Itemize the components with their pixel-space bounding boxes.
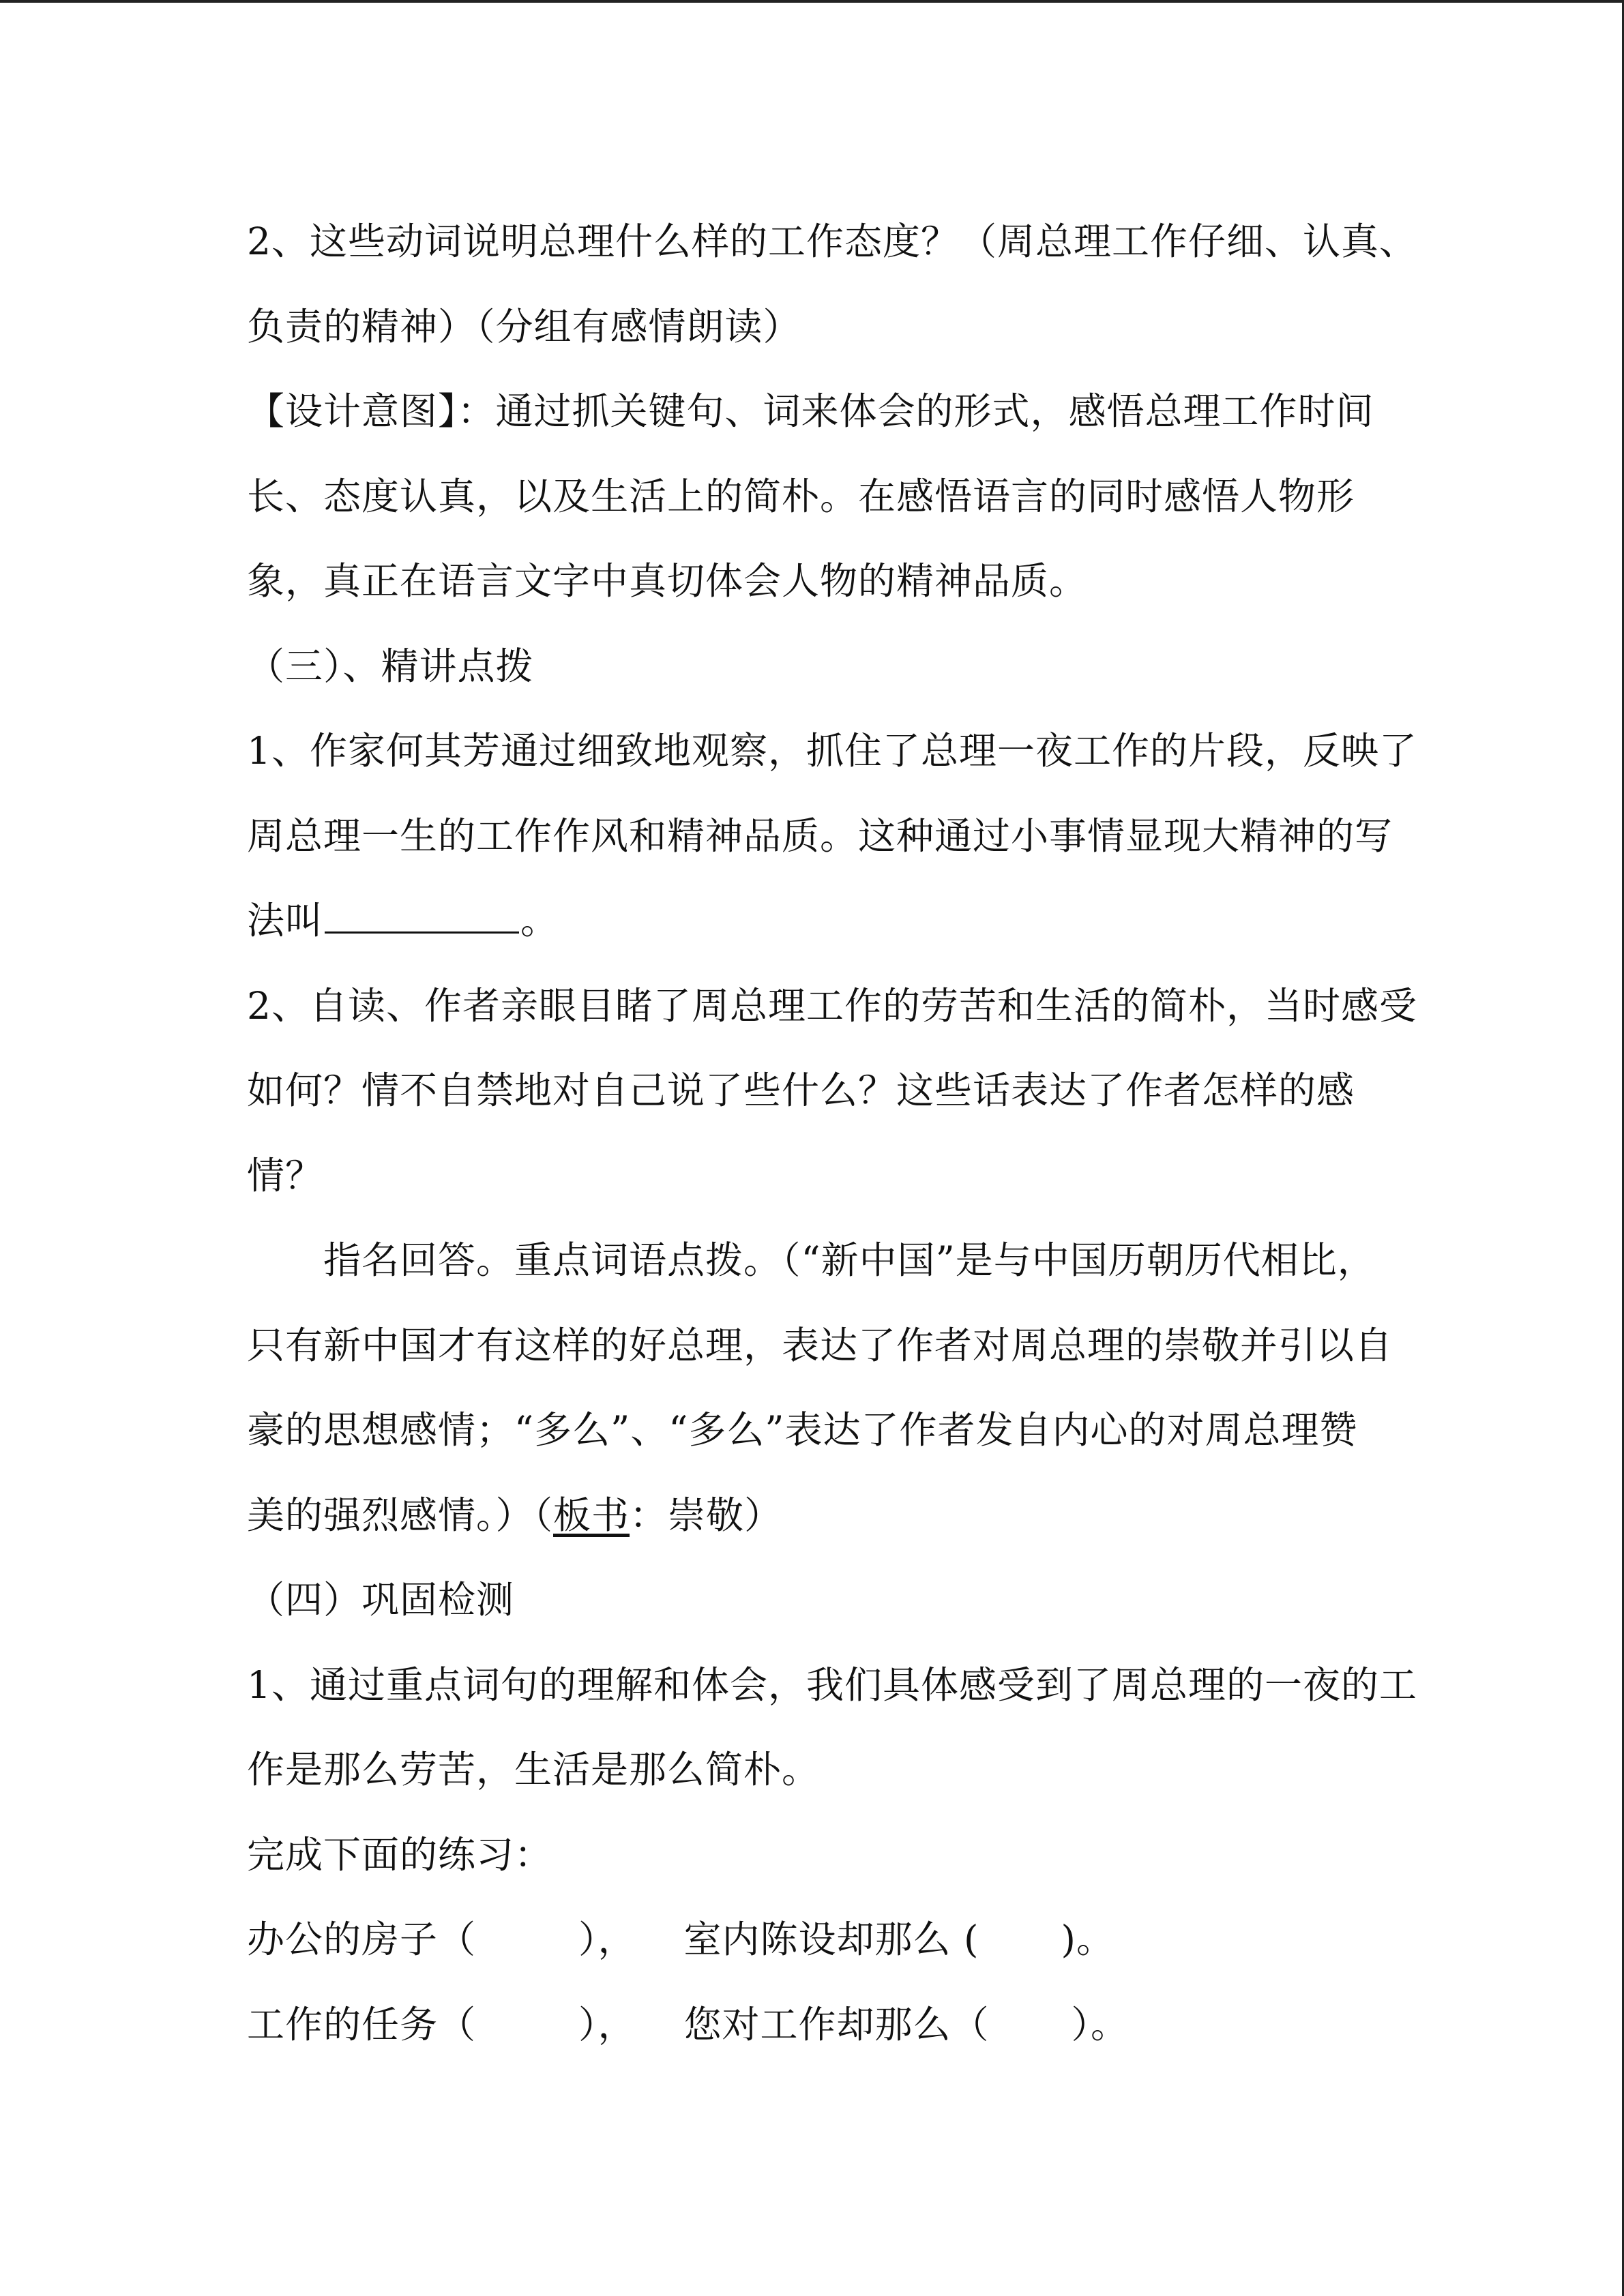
- design-intent-line-1: 【设计意图】：通过抓关键句、词来体会的形式，感悟总理工作时间: [247, 389, 1374, 433]
- exercise-2-part-2: ），: [578, 2002, 636, 2046]
- point-1-line-1: 1、作家何其芳通过细致地观察，抓住了总理一夜工作的片段，反映了: [247, 729, 1417, 773]
- question-2-line-2: 负责的精神）（分组有感情朗读）: [247, 304, 801, 348]
- section-4-title: （四）巩固检测: [247, 1578, 515, 1622]
- answer-line-3: 豪的思想感情；“多么”、“多么”表达了作者发自内心的对周总理赞: [247, 1408, 1358, 1452]
- answer-line-4: [247, 1473, 1420, 1558]
- point-1-line-3-prefix: 法叫: [247, 899, 324, 942]
- exercise-2-part-1: 工作的任务（: [247, 2002, 477, 2046]
- consolidate-1-line-1: 1、通过重点词句的理解和体会，我们具体感受到了周总理的一夜的工: [247, 1663, 1417, 1707]
- exercise-2-part-4: ）。: [1071, 2002, 1130, 2046]
- exercise-line-2: [247, 1982, 1420, 2068]
- point-2-line-1: 2、自读、作者亲眼目睹了周总理工作的劳苦和生活的简朴，当时感受: [247, 983, 1417, 1028]
- exercise-1-part-3: 室内陈设却那么 (: [683, 1918, 979, 1961]
- section-3-title: （三）、精讲点拨: [247, 644, 534, 688]
- design-intent-line-2: 长、态度认真，以及生活上的简朴。在感悟语言的同时感悟人物形: [247, 474, 1355, 518]
- top-border-rule: [0, 0, 1624, 3]
- exercise-1-part-2: ），: [578, 1918, 636, 1961]
- point-1-line-3-suffix: 。: [520, 899, 559, 942]
- blackboard-label: 板书: [553, 1493, 630, 1537]
- consolidate-1-line-2: 作是那么劳苦，生活是那么简朴。: [247, 1748, 821, 1791]
- answer-line-1: 指名回答。重点词语点拨。（“新中国”是与中国历朝历代相比，: [323, 1238, 1376, 1282]
- exercise-1-part-1: 办公的房子（: [247, 1918, 477, 1961]
- point-2-line-2: 如何？情不自禁地对自己说了些什么？这些话表达了作者怎样的感: [247, 1069, 1355, 1112]
- answer-line-2: 只有新中国才有这样的好总理，表达了作者对周总理的崇敬并引以自: [247, 1323, 1393, 1367]
- answer-line-4-prefix: 美的强烈感情。）（: [247, 1493, 554, 1537]
- document-page: [247, 199, 1420, 2067]
- exercise-line-1: [247, 1897, 1420, 1982]
- point-1-line-3: [247, 878, 1420, 964]
- fill-in-blank[interactable]: [325, 897, 519, 934]
- answer-line-4-suffix: ：崇敬）: [630, 1493, 783, 1537]
- point-2-line-3: 情？: [247, 1153, 324, 1197]
- exercise-intro: 完成下面的练习：: [247, 1832, 553, 1877]
- design-intent-line-3: 象，真正在语言文字中真切体会人物的精神品质。: [247, 559, 1088, 603]
- exercise-1-part-4: )。: [1061, 1918, 1114, 1961]
- point-1-line-2: 周总理一生的工作作风和精神品质。这种通过小事情显现大精神的写: [247, 814, 1393, 858]
- question-2-line-1: 2、这些动词说明总理什么样的工作态度？（周总理工作仔细、认真、: [247, 220, 1417, 263]
- exercise-2-part-3: 您对工作却那么（: [683, 2002, 990, 2046]
